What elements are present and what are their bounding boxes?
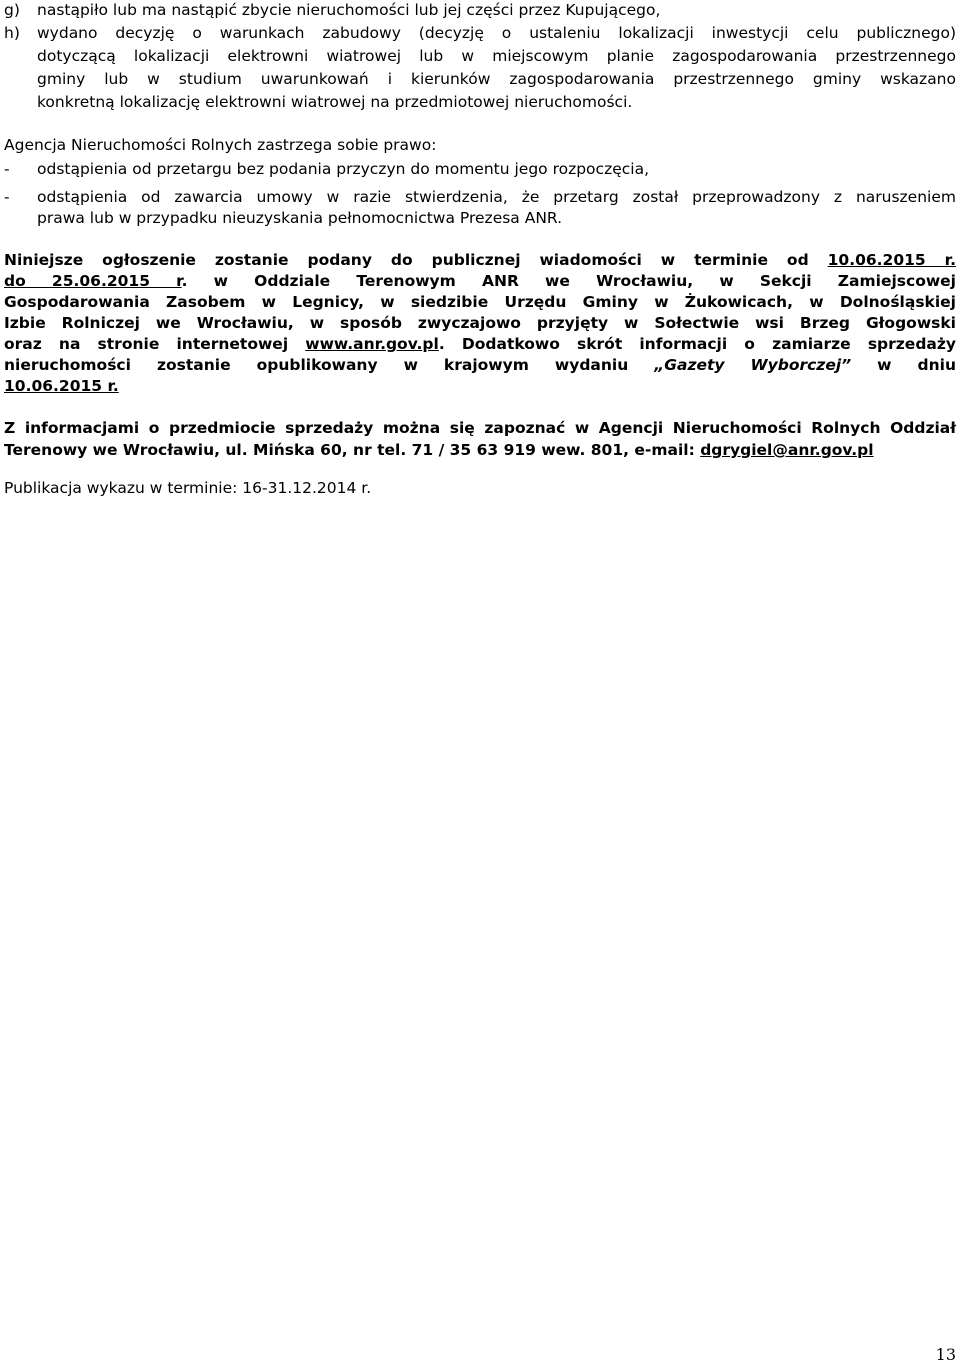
contact-line-1: Z informacjami o przedmiocie sprzedaży można się zapoznać w Agencji Nieruchomości Rolnych Oddział: [4, 419, 956, 437]
email-link[interactable]: dgrygiel@anr.gov.pl: [700, 441, 874, 459]
rights-dash-2: -: [4, 188, 10, 206]
item-g-text: nastąpiło lub ma nastąpić zbycie nieruchomości lub jej części przez Kupującego,: [37, 1, 661, 19]
announcement-line-3: Gospodarowania Zasobem w Legnicy, w siedzibie Urzędu Gminy w Żukowicach, w Dolnośląskiej: [4, 293, 956, 311]
rights-dash-1: -: [4, 160, 10, 178]
item-h-line-2: dotyczącą lokalizacji elektrowni wiatrowej lub w miejscowym planie zagospodarowania przestrzennego: [37, 47, 956, 65]
newspaper-name: „Gazety Wyborczej”: [654, 356, 852, 374]
end-date: do 25.06.2015 r: [4, 272, 182, 290]
announcement-line-5: oraz na stronie internetowej www.anr.gov.pl. Dodatkowo skrót informacji o zamiarze sprzedaży: [4, 335, 956, 353]
announcement-line-4: Izbie Rolniczej we Wrocławiu, w sposób zwyczajowo przyjęty w Sołectwie wsi Brzeg Głogowski: [4, 314, 956, 332]
announcement-line-7: [4, 376, 119, 396]
publication-note: Publikacja wykazu w terminie: 16-31.12.2014 r.: [4, 479, 372, 497]
rights-heading: Agencja Nieruchomości Rolnych zastrzega sobie prawo:: [4, 136, 437, 154]
item-h-line-1: wydano decyzję o warunkach zabudowy (decyzję o ustaleniu lokalizacji inwestycji celu publicznego): [37, 24, 956, 42]
list-marker-h: h): [4, 24, 20, 42]
item-h-line-4: konkretną lokalizację elektrowni wiatrowej na przedmiotowej nieruchomości.: [37, 93, 633, 111]
rights-item-2-line-1: odstąpienia od zawarcia umowy w razie stwierdzenia, że przetarg został przeprowadzony z naruszeniem: [37, 188, 956, 206]
announcement-line-2: do 25.06.2015 r. w Oddziale Terenowym ANR we Wrocławiu, w Sekcji Zamiejscowej: [4, 272, 956, 290]
announcement-line-1: Niniejsze ogłoszenie zostanie podany do publicznej wiadomości w terminie od 10.06.2015 r.: [4, 251, 956, 269]
list-marker-g: g): [4, 1, 20, 19]
rights-item-1: odstąpienia od przetargu bez podania przyczyn do momentu jego rozpoczęcia,: [37, 160, 649, 178]
start-date: 10.06.2015 r.: [827, 251, 956, 269]
contact-line-2: Terenowy we Wrocławiu, ul. Mińska 60, nr tel. 71 / 35 63 919 wew. 801, e-mail: dgrygiel@anr.gov.pl: [4, 441, 874, 459]
announcement-line-6: nieruchomości zostanie opublikowany w krajowym wydaniu „Gazety Wyborczej” w dniu: [4, 356, 956, 374]
website-link[interactable]: www.anr.gov.pl: [305, 335, 439, 353]
newspaper-date: 10.06.2015 r.: [4, 377, 119, 395]
rights-item-2-line-2: prawa lub w przypadku nieuzyskania pełnomocnictwa Prezesa ANR.: [37, 209, 563, 227]
page-number: 13: [935, 1345, 956, 1364]
item-h-line-3: gminy lub w studium uwarunkowań i kierunków zagospodarowania przestrzennego gminy wskazano: [37, 70, 956, 88]
